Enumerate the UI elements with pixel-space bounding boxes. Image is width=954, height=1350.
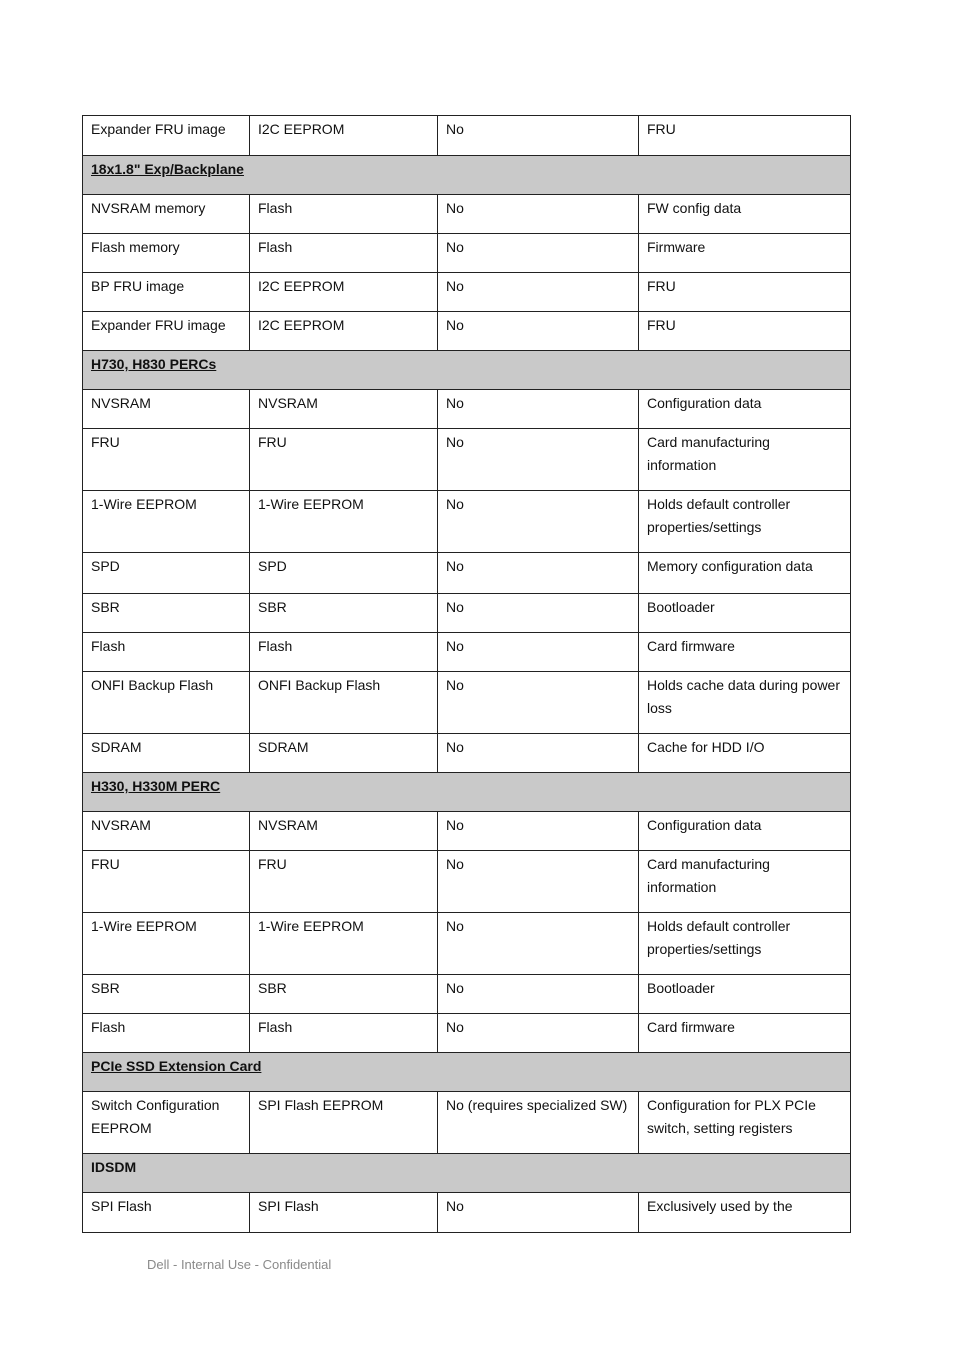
table-row <box>83 390 851 429</box>
purpose-cell: Bootloader <box>639 594 851 633</box>
section-header-row <box>83 1053 851 1092</box>
memory-type-cell: SPI Flash EEPROM <box>250 1092 438 1154</box>
table-row <box>83 913 851 975</box>
purpose-cell: Configuration data <box>639 390 851 429</box>
component-cell: FRU <box>83 851 250 913</box>
purpose-cell: Card manufacturing information <box>639 851 851 913</box>
user-accessible-cell: No <box>438 1014 639 1053</box>
user-accessible-cell: No <box>438 116 639 156</box>
user-accessible-cell: No <box>438 975 639 1014</box>
user-accessible-cell: No <box>438 390 639 429</box>
confidentiality-footer: Dell - Internal Use - Confidential <box>147 1257 332 1272</box>
component-cell: 1-Wire EEPROM <box>83 491 250 553</box>
section-header-row <box>83 1154 851 1193</box>
user-accessible-cell: No <box>438 734 639 773</box>
user-accessible-cell: No <box>438 234 639 273</box>
user-accessible-cell: No <box>438 633 639 672</box>
user-accessible-cell: No <box>438 553 639 594</box>
memory-type-cell: ONFI Backup Flash <box>250 672 438 734</box>
component-cell: SBR <box>83 975 250 1014</box>
purpose-cell: FRU <box>639 312 851 351</box>
table-row <box>83 672 851 734</box>
purpose-cell: Card firmware <box>639 633 851 672</box>
user-accessible-cell: No <box>438 491 639 553</box>
memory-type-cell: Flash <box>250 633 438 672</box>
purpose-cell: Holds default controller properties/settings <box>639 491 851 553</box>
purpose-cell: Firmware <box>639 234 851 273</box>
user-accessible-cell: No <box>438 594 639 633</box>
table-row <box>83 1193 851 1233</box>
purpose-cell: Card firmware <box>639 1014 851 1053</box>
purpose-cell: Configuration for PLX PCIe switch, setting registers <box>639 1092 851 1154</box>
user-accessible-cell: No <box>438 312 639 351</box>
memory-type-cell: SDRAM <box>250 734 438 773</box>
table-row <box>83 195 851 234</box>
component-cell: Expander FRU image <box>83 312 250 351</box>
purpose-cell: Holds cache data during power loss <box>639 672 851 734</box>
table-row <box>83 273 851 312</box>
user-accessible-cell: No <box>438 273 639 312</box>
component-cell: 1-Wire EEPROM <box>83 913 250 975</box>
section-title: PCIe SSD Extension Card <box>83 1053 851 1092</box>
component-cell: Flash <box>83 633 250 672</box>
purpose-cell: Configuration data <box>639 812 851 851</box>
component-cell: Flash <box>83 1014 250 1053</box>
memory-type-cell: 1-Wire EEPROM <box>250 491 438 553</box>
purpose-cell: FW config data <box>639 195 851 234</box>
component-cell: SPI Flash <box>83 1193 250 1233</box>
table-row <box>83 312 851 351</box>
purpose-cell: Bootloader <box>639 975 851 1014</box>
component-cell: BP FRU image <box>83 273 250 312</box>
memory-type-cell: I2C EEPROM <box>250 312 438 351</box>
user-accessible-cell: No <box>438 812 639 851</box>
memory-type-cell: NVSRAM <box>250 812 438 851</box>
user-accessible-cell: No <box>438 429 639 491</box>
section-title: IDSDM <box>83 1154 851 1193</box>
memory-type-cell: SPI Flash <box>250 1193 438 1233</box>
component-cell: NVSRAM <box>83 812 250 851</box>
user-accessible-cell: No (requires specialized SW) <box>438 1092 639 1154</box>
table-row <box>83 851 851 913</box>
table-row <box>83 116 851 156</box>
component-cell: Expander FRU image <box>83 116 250 156</box>
purpose-cell: Exclusively used by the <box>639 1193 851 1233</box>
memory-type-cell: FRU <box>250 429 438 491</box>
purpose-cell: FRU <box>639 116 851 156</box>
purpose-cell: Memory configuration data <box>639 553 851 594</box>
memory-type-cell: SPD <box>250 553 438 594</box>
table-row <box>83 633 851 672</box>
memory-type-cell: NVSRAM <box>250 390 438 429</box>
user-accessible-cell: No <box>438 195 639 234</box>
memory-type-cell: Flash <box>250 234 438 273</box>
table-row <box>83 491 851 553</box>
component-cell: NVSRAM <box>83 390 250 429</box>
table-row <box>83 975 851 1014</box>
memory-type-cell: I2C EEPROM <box>250 273 438 312</box>
memory-type-cell: Flash <box>250 1014 438 1053</box>
component-cell: SDRAM <box>83 734 250 773</box>
purpose-cell: FRU <box>639 273 851 312</box>
table-body <box>83 116 851 1233</box>
table-row <box>83 553 851 594</box>
component-cell: Switch Configuration EEPROM <box>83 1092 250 1154</box>
memory-type-cell: SBR <box>250 594 438 633</box>
component-cell: Flash memory <box>83 234 250 273</box>
component-cell: SBR <box>83 594 250 633</box>
component-cell: NVSRAM memory <box>83 195 250 234</box>
user-accessible-cell: No <box>438 851 639 913</box>
user-accessible-cell: No <box>438 913 639 975</box>
section-title: 18x1.8" Exp/Backplane <box>83 156 851 195</box>
table-row <box>83 1092 851 1154</box>
table-row <box>83 429 851 491</box>
table-row <box>83 812 851 851</box>
table-row <box>83 734 851 773</box>
component-cell: ONFI Backup Flash <box>83 672 250 734</box>
memory-type-cell: FRU <box>250 851 438 913</box>
user-accessible-cell: No <box>438 672 639 734</box>
purpose-cell: Card manufacturing information <box>639 429 851 491</box>
purpose-cell: Holds default controller properties/settings <box>639 913 851 975</box>
purpose-cell: Cache for HDD I/O <box>639 734 851 773</box>
table-row <box>83 234 851 273</box>
memory-type-cell: Flash <box>250 195 438 234</box>
section-header-row <box>83 773 851 812</box>
section-title: H730, H830 PERCs <box>83 351 851 390</box>
memory-type-cell: 1-Wire EEPROM <box>250 913 438 975</box>
section-header-row <box>83 351 851 390</box>
memory-type-cell: I2C EEPROM <box>250 116 438 156</box>
component-cell: FRU <box>83 429 250 491</box>
section-header-row <box>83 156 851 195</box>
user-accessible-cell: No <box>438 1193 639 1233</box>
memory-type-cell: SBR <box>250 975 438 1014</box>
component-cell: SPD <box>83 553 250 594</box>
table-row <box>83 594 851 633</box>
components-table <box>82 115 851 1233</box>
table-row <box>83 1014 851 1053</box>
section-title: H330, H330M PERC <box>83 773 851 812</box>
